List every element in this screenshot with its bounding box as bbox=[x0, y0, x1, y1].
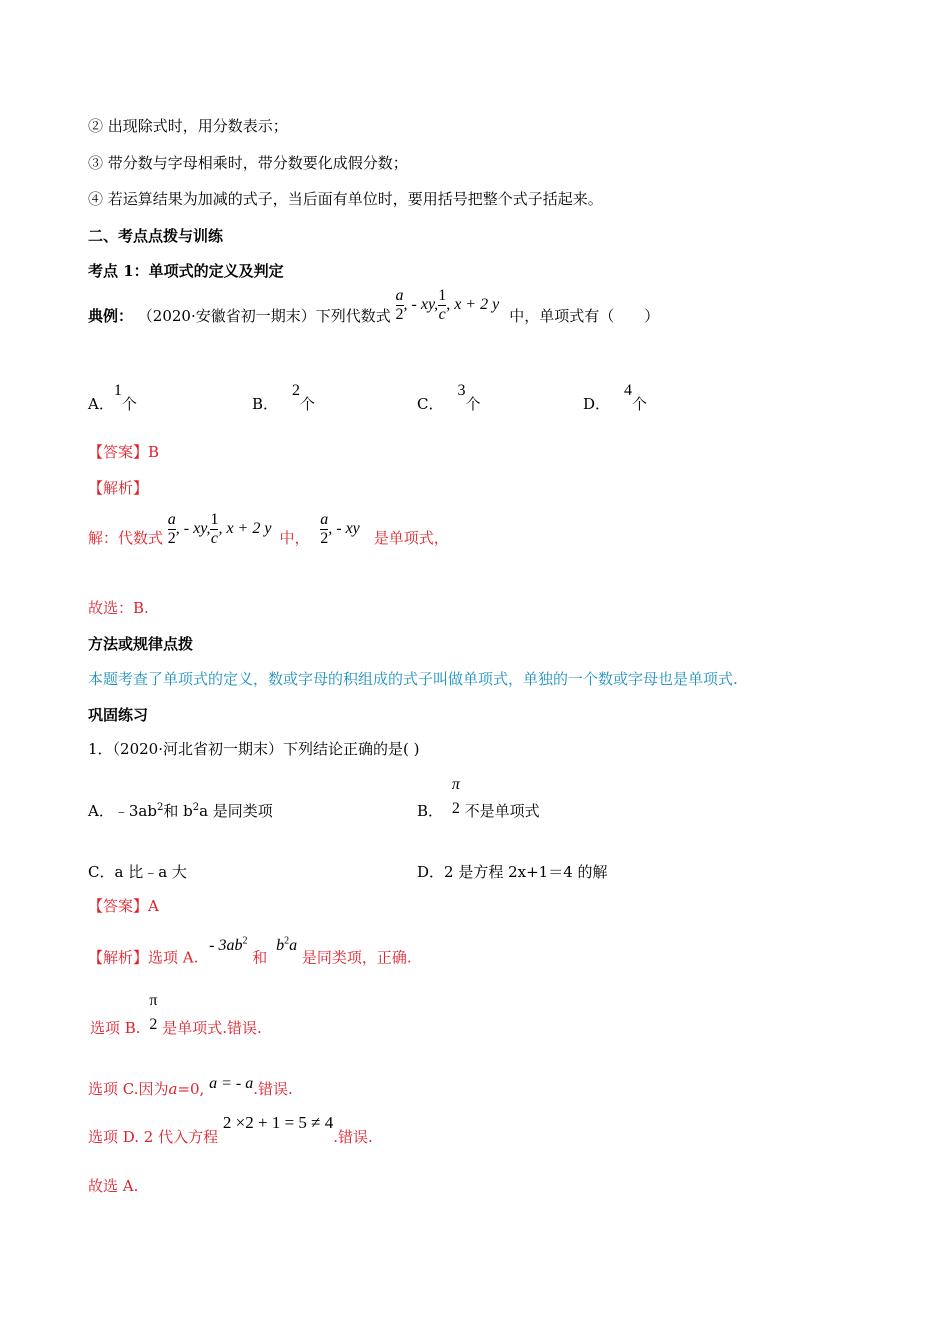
solution-line: 解：代数式 $\frac{a}{2}$ , - xy, $\frac{1}{c}$ , x + 2 y 中， $\frac{a}{2}$ , - xy 是单项式， bbox=[88, 510, 449, 547]
expr-b2a: $b^2a$ bbox=[276, 936, 298, 955]
q1-option-b: B． π 2 不是单项式 bbox=[417, 776, 540, 820]
conclusion-2: 故选 A. bbox=[88, 1177, 139, 1195]
solution-expression: $\frac{a}{2}$ , - xy, $\frac{1}{c}$ , x + 2 y bbox=[167, 510, 272, 547]
analysis-2-line: 【解析】选项 A. - $3ab^2$ 和 $b^2a$ 是同类项，正确. bbox=[88, 936, 412, 967]
rule-4: ④ 若运算结果为加减的式子，当后面有单位时，要用括号把整个式子括起来。 bbox=[88, 190, 603, 208]
answer-2: 【答案】A bbox=[88, 897, 159, 915]
practice-title: 巩固练习 bbox=[88, 706, 149, 724]
example-text-after: 中，单项式有（ ） bbox=[509, 307, 660, 325]
fraction-pi-over-2: π 2 bbox=[451, 776, 460, 817]
fraction-pi-over-2: π 2 bbox=[149, 992, 158, 1033]
solution-result: $\frac{a}{2}$ , - xy bbox=[320, 510, 360, 547]
kaodian-title: 考点 1：单项式的定义及判定 bbox=[88, 262, 284, 280]
example-line bbox=[88, 286, 660, 336]
fraction-a-over-2: $\frac{a}{2}$ bbox=[395, 286, 404, 323]
rule-2: ② 出现除式时，用分数表示； bbox=[88, 117, 288, 135]
expr-neg3ab2: - $3ab^2$ bbox=[209, 936, 248, 955]
analysis-option-b: 选项 B. π 2 是单项式.错误. bbox=[90, 992, 262, 1037]
q1-option-a: A．$﹣3ab^2$和 $b^2a$ 是同类项 bbox=[88, 802, 273, 820]
option-a: A．1个 bbox=[88, 382, 137, 413]
q1-option-c: C．a 比﹣a 大 bbox=[88, 863, 187, 881]
method-title: 方法或规律点拨 bbox=[88, 635, 194, 653]
expr-equation-check: 2 ×2 + 1 = 5 ≠ 4 bbox=[222, 1113, 334, 1132]
option-b: B．2个 bbox=[252, 382, 316, 413]
rule-3: ③ 带分数与字母相乘时，带分数要化成假分数； bbox=[88, 154, 408, 172]
analysis-option-d: 选项 D. 2 代入方程 2 ×2 + 1 = 5 ≠ 4.错误. bbox=[88, 1113, 373, 1146]
analysis-label: 【解析】 bbox=[88, 479, 149, 497]
method-text: 本题考查了单项式的定义，数或字母的积组成的式子叫做单项式，单独的一个数或字母也是单项式. bbox=[88, 670, 738, 688]
question-1-stem: 1．（2020·河北省初一期末）下列结论正确的是( ) bbox=[88, 740, 420, 758]
fraction-1-over-c: $\frac{1}{c}$ bbox=[210, 510, 219, 547]
example-expression: $\frac{a}{2}$ , - xy, $\frac{1}{c}$ , x + 2 y bbox=[395, 286, 500, 323]
conclusion-1: 故选：B. bbox=[88, 599, 149, 617]
example-label: 典例： bbox=[88, 307, 134, 325]
fraction-a-over-2: $\frac{a}{2}$ bbox=[320, 510, 329, 547]
analysis-option-c: 选项 C.因为a=0, a = - a.错误. bbox=[88, 1075, 293, 1098]
fraction-a-over-2: $\frac{a}{2}$ bbox=[167, 510, 176, 547]
option-d: D．4个 bbox=[583, 382, 648, 413]
fraction-1-over-c: $\frac{1}{c}$ bbox=[438, 286, 447, 323]
q1-option-d: D．2 是方程 2x+1＝4 的解 bbox=[417, 863, 608, 881]
example-text-before: （2020·安徽省初一期末）下列代数式 bbox=[137, 307, 391, 325]
expr-a-eq-neg-a: a = - a bbox=[209, 1075, 254, 1092]
answer-1: 【答案】B bbox=[88, 443, 160, 461]
section-title: 二、考点点拨与训练 bbox=[88, 227, 224, 245]
option-c: C．3个 bbox=[417, 382, 481, 413]
